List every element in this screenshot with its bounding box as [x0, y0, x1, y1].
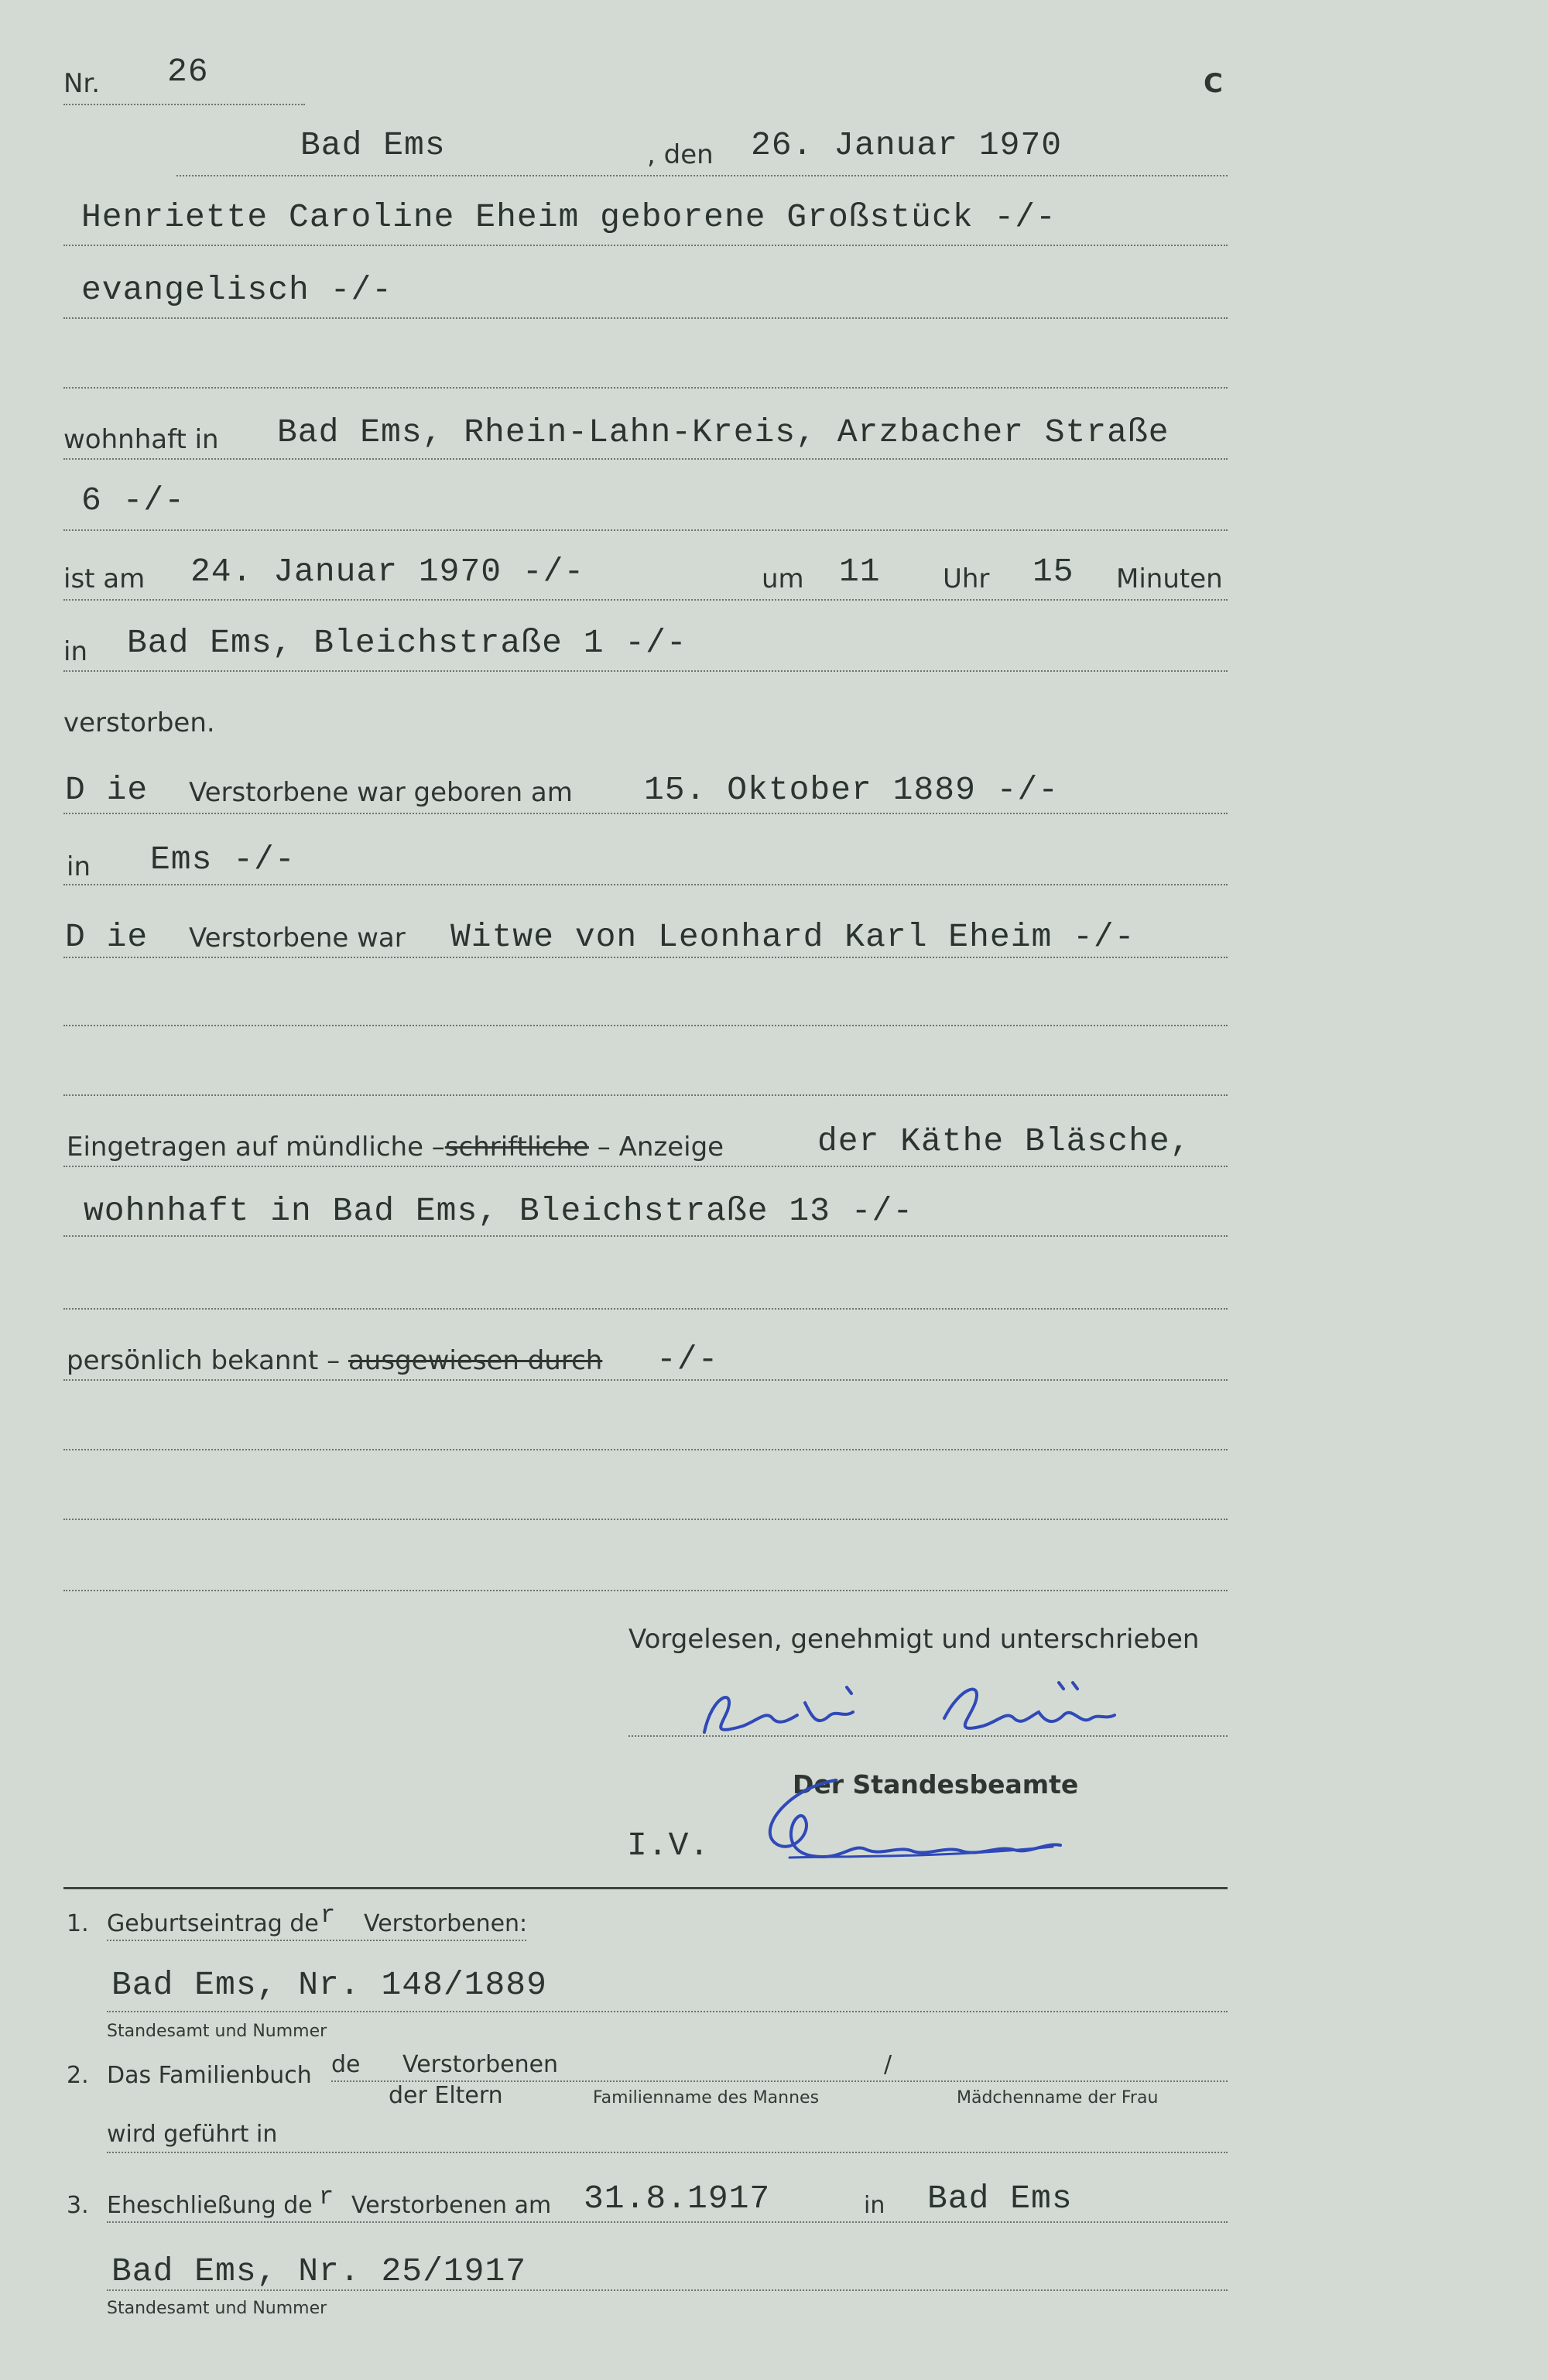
- nr-line: [63, 104, 305, 105]
- date-value: 26. Januar 1970: [751, 126, 1063, 164]
- blank-line-4: [63, 1308, 1228, 1310]
- nr-value: 26: [167, 53, 209, 91]
- blank-line-5: [63, 1449, 1228, 1450]
- death-hour: 11: [839, 553, 881, 591]
- item2-slash: /: [884, 2051, 892, 2078]
- death-date: 24. Januar 1970 -/-: [190, 553, 585, 591]
- birth-place: Ems -/-: [150, 841, 296, 878]
- item2-label: Das Familienbuch: [107, 2062, 312, 2089]
- blank-line-7: [63, 1590, 1228, 1591]
- item3-date: 31.8.1917: [584, 2180, 771, 2217]
- blank-line-6: [63, 1519, 1228, 1520]
- name-line: [63, 245, 1228, 246]
- item1-caption: Standesamt und Nummer: [107, 2022, 327, 2041]
- corner-letter: C: [1204, 68, 1223, 99]
- status-text-label: Verstorbene war: [189, 923, 406, 954]
- standesbeamte-label: Der Standesbeamte: [793, 1769, 1079, 1800]
- item2-caption-frau: Mädchenname der Frau: [957, 2088, 1159, 2108]
- item3-value-line: [107, 2289, 1228, 2291]
- item2-wird-line: [107, 2152, 1228, 2153]
- death-date-line: [63, 599, 1228, 601]
- death-minute: 15: [1033, 553, 1074, 591]
- date-line: [176, 175, 1228, 176]
- item3-sup: r: [319, 2183, 335, 2211]
- wohnhaft-label: wohnhaft in: [63, 424, 219, 455]
- known-line: [63, 1379, 1228, 1381]
- item3-label-b: Verstorbenen am: [351, 2192, 552, 2219]
- um-label: um: [762, 563, 804, 594]
- address-2: 6 -/-: [81, 481, 186, 519]
- item3-line: [107, 2221, 1228, 2223]
- known-label: [67, 1345, 602, 1376]
- item1-number: 1.: [67, 1910, 89, 1937]
- registrar-signature: [743, 1765, 1084, 1873]
- item1-value: Bad Ems, Nr. 148/1889: [111, 1966, 547, 2004]
- item1-label-b: Verstorbenen:: [364, 1910, 528, 1937]
- item2-verstorbenen: Verstorbenen: [402, 2051, 559, 2078]
- death-place-line: [63, 670, 1228, 672]
- item2-de: de: [331, 2051, 361, 2078]
- birth-place-line: [63, 884, 1228, 885]
- known-value: -/-: [656, 1341, 719, 1378]
- blank-line-1: [63, 387, 1228, 389]
- item1-value-line: [107, 2011, 1228, 2012]
- blank-line-3: [63, 1094, 1228, 1096]
- item3-value: Bad Ems, Nr. 25/1917: [111, 2252, 527, 2290]
- status-d-label: D ie: [65, 918, 149, 956]
- item2-caption-mann: Familienname des Mannes: [593, 2088, 820, 2108]
- anzeige-text: – Anzeige: [597, 1132, 724, 1163]
- item1-label: Geburtseintrag de: [107, 1910, 319, 1937]
- religion-value: evangelisch -/-: [81, 271, 393, 309]
- religion-line: [63, 317, 1228, 319]
- informant-line: [63, 1166, 1228, 1167]
- informant-name: der Käthe Bläsche,: [817, 1122, 1191, 1160]
- informant-address: wohnhaft in Bad Ems, Bleichstraße 13 -/-: [84, 1192, 914, 1230]
- birth-date-line: [63, 813, 1228, 814]
- status-line: [63, 957, 1228, 958]
- den-label: , den: [647, 139, 714, 170]
- vorgelesen-label: Vorgelesen, genehmigt und unterschrieben: [628, 1624, 1200, 1655]
- uhr-label: Uhr: [943, 563, 990, 594]
- birth-date: 15. Oktober 1889 -/-: [644, 771, 1060, 809]
- item3-caption: Standesamt und Nummer: [107, 2299, 327, 2318]
- ausgewiesen-struck: ausgewiesen durch: [348, 1345, 603, 1376]
- deceased-name: Henriette Caroline Eheim geborene Großstück -/-: [81, 198, 1057, 236]
- death-place: Bad Ems, Bleichstraße 1 -/-: [127, 624, 687, 662]
- nr-label: Nr.: [63, 68, 101, 99]
- iv-label: I.V.: [627, 1827, 711, 1865]
- informant-signature: [681, 1672, 1176, 1757]
- place-value: Bad Ems: [300, 126, 446, 164]
- informant-address-line: [63, 1235, 1228, 1237]
- ist-am-label: ist am: [63, 563, 146, 594]
- item3-label: Eheschließung de: [107, 2192, 313, 2219]
- address-1: Bad Ems, Rhein-Lahn-Kreis, Arzbacher Straße: [277, 413, 1170, 451]
- death-in-label: in: [63, 636, 87, 667]
- eingetragen-text: Eingetragen auf mündliche –: [67, 1132, 445, 1163]
- known-text: persönlich bekannt –: [67, 1345, 341, 1376]
- item2-number: 2.: [67, 2062, 89, 2089]
- verstorben-label: verstorben.: [63, 707, 215, 738]
- eingetragen-label: [67, 1132, 724, 1163]
- address-line-2: [63, 529, 1228, 531]
- blank-line-2: [63, 1025, 1228, 1026]
- item3-in: in: [864, 2192, 885, 2219]
- item3-number: 3.: [67, 2192, 89, 2219]
- signature-line-informant: [628, 1735, 1228, 1737]
- minuten-label: Minuten: [1116, 563, 1223, 594]
- item1-sup: r: [320, 1901, 337, 1930]
- item2-wird: wird geführt in: [107, 2121, 278, 2148]
- item3-place: Bad Ems: [927, 2180, 1073, 2217]
- birth-text-label: Verstorbene war geboren am: [189, 777, 573, 808]
- address-line-1: [63, 458, 1228, 460]
- item1-label-line: [107, 1940, 526, 1941]
- separator-line: [63, 1887, 1228, 1889]
- birth-d-label: D ie: [65, 771, 149, 809]
- item2-eltern: der Eltern: [389, 2082, 503, 2109]
- birth-in-label: in: [67, 851, 91, 882]
- schriftliche-struck: schriftliche: [444, 1132, 589, 1163]
- status-value: Witwe von Leonhard Karl Eheim -/-: [450, 918, 1135, 956]
